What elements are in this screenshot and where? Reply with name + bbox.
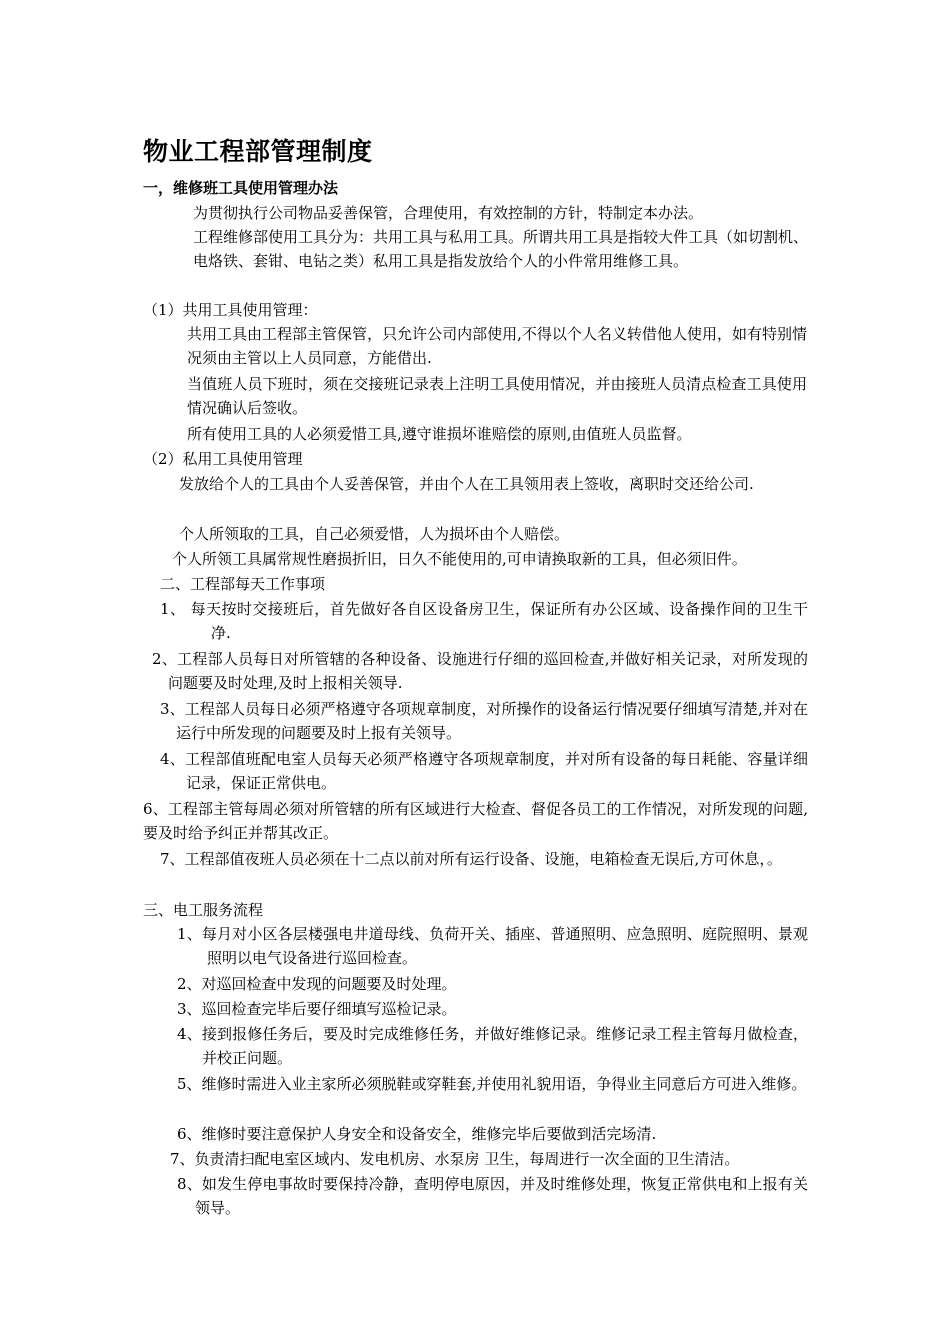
document-title: 物业工程部管理制度: [143, 137, 373, 166]
section2-heading: 二、工程部每天工作事项: [160, 575, 326, 593]
section3-heading: 三、电工服务流程: [143, 901, 264, 919]
section1-heading: 一，维修班工具使用管理办法: [143, 179, 339, 197]
section3-item-4: 4、接到报修任务后，要及时完成维修任务，并做好维修记录。维修记录工程主管每月做检查，并校正问题。: [177, 1025, 808, 1067]
section2-item-3: 3、工程部人员每日必须严格遵守各项规章制度，对所操作的设备运行情况要仔细填写清楚,并对在运行中所发现的问题要及时上报有关领导。: [160, 700, 808, 742]
section2-item-4: 4、工程部值班配电室人员每天必须严格遵守各项规章制度，并对所有设备的每日耗能、容量详细记录，保证正常供电。: [160, 750, 808, 792]
sub2-heading: （2）私用工具使用管理: [143, 450, 303, 468]
sub1-paragraph3: 所有使用工具的人必须爱惜工具,遵守谁损坏谁赔偿的原则,由值班人员监督。: [187, 425, 692, 443]
sub2-paragraph1: 发放给个人的工具由个人妥善保管，并由个人在工具领用表上签收，离职时交还给公司.: [179, 475, 754, 493]
section2-item-1: 1、 每天按时交接班后，首先做好各自区设备房卫生，保证所有办公区域、设备操作间的卫生干净.: [160, 600, 808, 642]
sub1-paragraph1: 共用工具由工程部主管保管，只允许公司内部使用,不得以个人名义转借他人使用，如有特别情况须由主管以上人员同意，方能借出.: [187, 325, 807, 367]
sub1-paragraph2: 当值班人员下班时，须在交接班记录表上注明工具使用情况，并由接班人员清点检查工具使用情况确认后签收。: [187, 375, 807, 417]
sub2-paragraph2: 个人所领取的工具，自己必须爱惜，人为损坏由个人赔偿。: [179, 525, 570, 543]
section2-item-6: 6、工程部主管每周必须对所管辖的所有区域进行大检查、督促各员工的工作情况，对所发现的问题,要及时给予纠正并帮其改正。: [143, 800, 808, 842]
section3-item-2: 2、对巡回检查中发现的问题要及时处理。: [177, 975, 457, 993]
section2-item-2: 2、工程部人员每日对所管辖的各种设备、设施进行仔细的巡回检查,并做好相关记录，对所发现的问题要及时处理,及时上报相关领导.: [152, 650, 808, 692]
section3-item-8: 8、如发生停电事故时要保持冷静，查明停电原因，并及时维修处理，恢复正常供电和上报有关领导。: [177, 1175, 808, 1217]
section3-item-5: 5、维修时需进入业主家所必须脱鞋或穿鞋套,并使用礼貌用语，争得业主同意后方可进入维修。: [177, 1075, 807, 1093]
section2-item-7: 7、工程部值夜班人员必须在十二点以前对所有运行设备、设施，电箱检查无误后,方可休息，。: [160, 850, 782, 868]
section3-item-3: 3、巡回检查完毕后要仔细填写巡检记录。: [177, 1000, 457, 1018]
section3-item-1: 1、每月对小区各层楼强电井道母线、负荷开关、插座、普通照明、应急照明、庭院照明、景观照明以电气设备进行巡回检查。: [177, 925, 808, 967]
section1-intro2: 工程维修部使用工具分为：共用工具与私用工具。所谓共用工具是指较大件工具（如切割机、电烙铁、套钳、电钻之类）私用工具是指发放给个人的小件常用维修工具。: [193, 228, 809, 270]
section3-item-6: 6、维修时要注意保护人身安全和设备安全，维修完毕后要做到活完场清.: [177, 1125, 657, 1143]
sub1-heading: （1）共用工具使用管理：: [143, 301, 318, 319]
section1-intro1: 为贯彻执行公司物品妥善保管，合理使用，有效控制的方针，特制定本办法。: [193, 204, 704, 222]
section3-item-7: 7、负责清扫配电室区域内、发电机房、水泵房 卫生，每周进行一次全面的卫生清洁。: [170, 1150, 740, 1168]
section1-intro2-wrap: [193, 225, 808, 273]
sub2-paragraph3: 个人所领工具属常规性磨损折旧，日久不能使用的,可申请换取新的工具，但必须旧件。: [172, 550, 747, 568]
